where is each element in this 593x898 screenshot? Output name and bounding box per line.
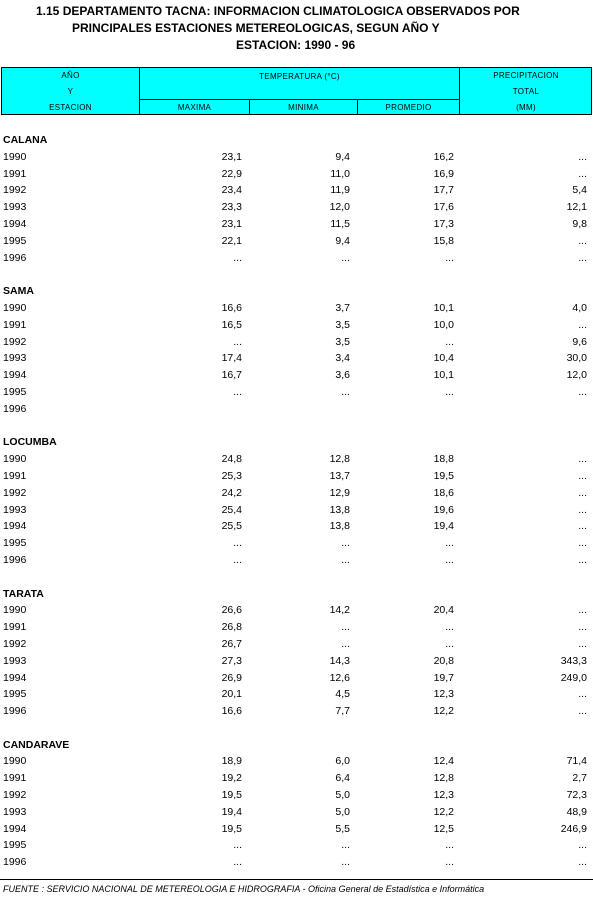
table-row [0, 168, 593, 185]
title-line-3: ESTACION: 1990 - 96 [236, 38, 356, 52]
table-row [0, 672, 593, 689]
year-cell: 1990 [3, 150, 27, 163]
year-cell: 1994 [3, 822, 27, 835]
source-note: FUENTE : SERVICIO NACIONAL DE METEREOLOGIA E HIDROGRAFIA - Oficina General de Estadística e Informática [3, 884, 485, 894]
table-row [0, 823, 593, 840]
precipitacion-cell: 12,1 [566, 201, 587, 214]
year-cell: 1993 [3, 352, 27, 365]
maxima-cell: 26,6 [221, 604, 242, 617]
year-cell: 1991 [3, 772, 27, 785]
minima-cell: ... [341, 621, 350, 634]
maxima-cell: ... [233, 839, 242, 852]
header-temperatura: TEMPERATURA (°C) [259, 72, 340, 81]
maxima-cell: 18,9 [221, 755, 242, 768]
precipitacion-cell: ... [578, 637, 587, 650]
precipitacion-cell: 9,8 [572, 217, 587, 230]
maxima-cell: 16,7 [221, 369, 242, 382]
minima-cell: 12,0 [329, 201, 350, 214]
minima-cell: 14,3 [329, 654, 350, 667]
table-row [0, 252, 593, 269]
promedio-cell: 12,3 [433, 688, 454, 701]
precipitacion-cell: ... [578, 150, 587, 163]
maxima-cell: ... [233, 251, 242, 264]
table-row [0, 453, 593, 470]
spacer [0, 571, 593, 588]
minima-cell: 11,9 [330, 184, 350, 197]
table-row [0, 705, 593, 722]
maxima-cell: ... [233, 856, 242, 869]
year-cell: 1991 [3, 469, 27, 482]
table-row [0, 386, 593, 403]
precipitacion-cell: ... [578, 318, 587, 331]
maxima-cell: 24,8 [221, 453, 242, 466]
minima-cell: 13,8 [329, 520, 350, 533]
maxima-cell: 20,1 [221, 688, 242, 701]
maxima-cell: 26,8 [221, 621, 242, 634]
minima-cell: 12,6 [329, 671, 350, 684]
minima-cell: ... [341, 856, 350, 869]
footer-rule [0, 879, 593, 880]
year-cell: 1992 [3, 789, 27, 802]
year-cell: 1995 [3, 688, 27, 701]
table-row [0, 638, 593, 655]
precipitacion-cell: ... [578, 486, 587, 499]
precipitacion-cell: ... [578, 839, 587, 852]
year-cell: 1993 [3, 654, 27, 667]
promedio-cell: 19,5 [433, 469, 454, 482]
minima-cell: 11,5 [330, 217, 350, 230]
spacer [0, 722, 593, 739]
precipitacion-cell: 72,3 [566, 789, 587, 802]
table-row [0, 218, 593, 235]
table-row [0, 151, 593, 168]
minima-cell: 14,2 [329, 604, 350, 617]
spacer [0, 420, 593, 437]
minima-cell: ... [341, 537, 350, 550]
year-cell: 1996 [3, 553, 27, 566]
station-name: LOCUMBA [3, 436, 57, 449]
minima-cell: ... [341, 839, 350, 852]
precipitacion-cell: ... [578, 503, 587, 516]
table-row [0, 201, 593, 218]
year-cell: 1996 [3, 251, 27, 264]
promedio-cell: 12,4 [433, 755, 454, 768]
year-cell: 1991 [3, 318, 27, 331]
precipitacion-cell: ... [578, 604, 587, 617]
title-line-1: 1.15 DEPARTAMENTO TACNA: INFORMACION CLIMATOLOGICA OBSERVADOS POR [36, 4, 520, 18]
year-cell: 1990 [3, 604, 27, 617]
year-cell: 1996 [3, 705, 27, 718]
year-cell: 1992 [3, 637, 27, 650]
precipitacion-cell: 48,9 [566, 805, 587, 818]
table-row [0, 302, 593, 319]
year-cell: 1995 [3, 385, 27, 398]
precipitacion-cell: 4,0 [572, 301, 587, 314]
table-row [0, 806, 593, 823]
promedio-cell: 19,7 [433, 671, 454, 684]
year-cell: 1994 [3, 520, 27, 533]
maxima-cell: 23,3 [221, 201, 242, 214]
precipitacion-cell: 2,7 [572, 772, 587, 785]
minima-cell: ... [341, 553, 350, 566]
promedio-cell: 16,9 [433, 167, 454, 180]
header-precipitacion: PRECIPITACION [493, 71, 559, 80]
table-row [0, 688, 593, 705]
maxima-cell: 23,4 [221, 184, 242, 197]
year-cell: 1990 [3, 453, 27, 466]
maxima-cell: 26,9 [221, 671, 242, 684]
minima-cell: 3,5 [335, 318, 350, 331]
table-row [0, 554, 593, 571]
year-cell: 1996 [3, 402, 27, 415]
table-row [0, 537, 593, 554]
promedio-cell: 19,6 [433, 503, 454, 516]
header-rule [140, 99, 460, 100]
year-cell: 1992 [3, 184, 27, 197]
promedio-cell: 12,2 [433, 805, 454, 818]
table-row [0, 235, 593, 252]
minima-cell: 7,7 [335, 705, 350, 718]
maxima-cell: 24,2 [221, 486, 242, 499]
promedio-cell: 18,8 [433, 453, 454, 466]
promedio-cell: ... [445, 385, 454, 398]
minima-cell: ... [341, 251, 350, 264]
precipitacion-cell: ... [578, 385, 587, 398]
precipitacion-cell: ... [578, 167, 587, 180]
maxima-cell: 19,5 [221, 822, 242, 835]
precipitacion-cell: ... [578, 469, 587, 482]
promedio-cell: ... [445, 553, 454, 566]
promedio-cell: 12,2 [433, 705, 454, 718]
maxima-cell: 22,1 [221, 234, 242, 247]
year-cell: 1993 [3, 805, 27, 818]
precipitacion-cell: ... [578, 453, 587, 466]
table-row [0, 403, 593, 420]
table-row [0, 604, 593, 621]
table-row [0, 487, 593, 504]
minima-cell: 6,4 [335, 772, 350, 785]
precipitacion-cell: ... [578, 688, 587, 701]
table-row [0, 839, 593, 856]
maxima-cell: ... [233, 385, 242, 398]
minima-cell: ... [341, 385, 350, 398]
station-name: SAMA [3, 285, 34, 298]
header-promedio: PROMEDIO [385, 103, 432, 112]
table-row [0, 504, 593, 521]
minima-cell: 5,0 [335, 789, 350, 802]
maxima-cell: 27,3 [221, 654, 242, 667]
precipitacion-cell: 12,0 [566, 369, 587, 382]
precipitacion-cell: 249,0 [560, 671, 587, 684]
minima-cell: 6,0 [335, 755, 350, 768]
minima-cell: 3,6 [335, 369, 350, 382]
promedio-cell: 18,6 [433, 486, 454, 499]
minima-cell: 5,5 [335, 822, 350, 835]
maxima-cell: 25,3 [221, 469, 242, 482]
maxima-cell: 16,5 [221, 318, 242, 331]
table-row [0, 520, 593, 537]
minima-cell: 12,8 [329, 453, 350, 466]
maxima-cell: 19,4 [221, 805, 242, 818]
precipitacion-cell: 343,3 [560, 654, 587, 667]
header-y: Y [67, 87, 74, 96]
header-total: TOTAL [512, 87, 540, 96]
title-line-2: PRINCIPALES ESTACIONES METEREOLOGICAS, SEGUN AÑO Y [72, 21, 440, 35]
maxima-cell: 17,4 [221, 352, 242, 365]
precipitacion-cell: ... [578, 705, 587, 718]
promedio-cell: ... [445, 637, 454, 650]
year-cell: 1991 [3, 167, 27, 180]
precipitacion-cell: ... [578, 234, 587, 247]
promedio-cell: 12,8 [433, 772, 454, 785]
promedio-cell: ... [445, 335, 454, 348]
year-cell: 1995 [3, 234, 27, 247]
promedio-cell: ... [445, 251, 454, 264]
promedio-cell: 12,3 [433, 789, 454, 802]
year-cell: 1993 [3, 201, 27, 214]
precipitacion-cell: ... [578, 856, 587, 869]
promedio-cell: 10,0 [433, 318, 454, 331]
table-row [0, 621, 593, 638]
year-cell: 1994 [3, 217, 27, 230]
maxima-cell: ... [233, 553, 242, 566]
year-cell: 1991 [3, 621, 27, 634]
year-cell: 1993 [3, 503, 27, 516]
maxima-cell: 16,6 [221, 705, 242, 718]
maxima-cell: 23,1 [221, 150, 242, 163]
promedio-cell: 10,1 [433, 301, 454, 314]
promedio-cell: 12,5 [433, 822, 454, 835]
table-row [0, 856, 593, 873]
year-cell: 1996 [3, 856, 27, 869]
promedio-cell: 17,6 [433, 201, 454, 214]
maxima-cell: 25,5 [221, 520, 242, 533]
maxima-cell: 19,2 [221, 772, 242, 785]
precipitacion-cell: 71,4 [566, 755, 587, 768]
spacer [0, 268, 593, 285]
header-estacion: ESTACION [49, 103, 92, 112]
maxima-cell: 19,5 [221, 789, 242, 802]
promedio-cell: 10,1 [433, 369, 454, 382]
minima-cell: 12,9 [329, 486, 350, 499]
promedio-cell: ... [445, 856, 454, 869]
year-cell: 1990 [3, 301, 27, 314]
promedio-cell: ... [445, 839, 454, 852]
year-cell: 1995 [3, 839, 27, 852]
promedio-cell: 10,4 [433, 352, 454, 365]
precipitacion-cell: 30,0 [566, 352, 587, 365]
header-minima: MINIMA [288, 103, 319, 112]
minima-cell: 4,5 [335, 688, 350, 701]
table-header [1, 67, 592, 115]
maxima-cell: 25,4 [221, 503, 242, 516]
promedio-cell: ... [445, 621, 454, 634]
maxima-cell: 26,7 [221, 637, 242, 650]
minima-cell: 9,4 [335, 150, 350, 163]
table-row [0, 755, 593, 772]
maxima-cell: 16,6 [221, 301, 242, 314]
header-mm: (MM) [516, 103, 536, 112]
table-row [0, 352, 593, 369]
minima-cell: 3,5 [335, 335, 350, 348]
table-row [0, 470, 593, 487]
station-name: CANDARAVE [3, 738, 70, 751]
maxima-cell: ... [233, 537, 242, 550]
promedio-cell: 20,8 [433, 654, 454, 667]
table-row [0, 184, 593, 201]
station-name: CALANA [3, 134, 48, 146]
precipitacion-cell: ... [578, 251, 587, 264]
table-row [0, 789, 593, 806]
minima-cell: 13,8 [329, 503, 350, 516]
year-cell: 1994 [3, 671, 27, 684]
minima-cell: 11,0 [330, 167, 350, 180]
promedio-cell: 19,4 [433, 520, 454, 533]
minima-cell: 5,0 [335, 805, 350, 818]
data-table [0, 134, 593, 873]
promedio-cell: 20,4 [433, 604, 454, 617]
precipitacion-cell: 246,9 [560, 822, 587, 835]
table-row [0, 655, 593, 672]
table-row [0, 319, 593, 336]
maxima-cell: 23,1 [221, 217, 242, 230]
station-name: TARATA [3, 587, 44, 600]
promedio-cell: 17,3 [433, 217, 454, 230]
year-cell: 1990 [3, 755, 27, 768]
precipitacion-cell: ... [578, 537, 587, 550]
header-anio: AÑO [61, 71, 80, 80]
minima-cell: ... [341, 637, 350, 650]
minima-cell: 3,4 [335, 352, 350, 365]
table-row [0, 369, 593, 386]
maxima-cell: 22,9 [221, 167, 242, 180]
year-cell: 1994 [3, 369, 27, 382]
precipitacion-cell: ... [578, 621, 587, 634]
minima-cell: 9,4 [335, 234, 350, 247]
promedio-cell: 17,7 [433, 184, 454, 197]
year-cell: 1992 [3, 335, 27, 348]
minima-cell: 13,7 [329, 469, 350, 482]
promedio-cell: 16,2 [433, 150, 454, 163]
precipitacion-cell: ... [578, 553, 587, 566]
year-cell: 1995 [3, 537, 27, 550]
promedio-cell: ... [445, 537, 454, 550]
maxima-cell: ... [233, 335, 242, 348]
header-maxima: MAXIMA [177, 103, 212, 112]
table-row [0, 336, 593, 353]
precipitacion-cell: 9,6 [572, 335, 587, 348]
table-row [0, 772, 593, 789]
year-cell: 1992 [3, 486, 27, 499]
minima-cell: 3,7 [335, 301, 350, 314]
promedio-cell: 15,8 [433, 234, 454, 247]
precipitacion-cell: 5,4 [572, 184, 587, 197]
precipitacion-cell: ... [578, 520, 587, 533]
